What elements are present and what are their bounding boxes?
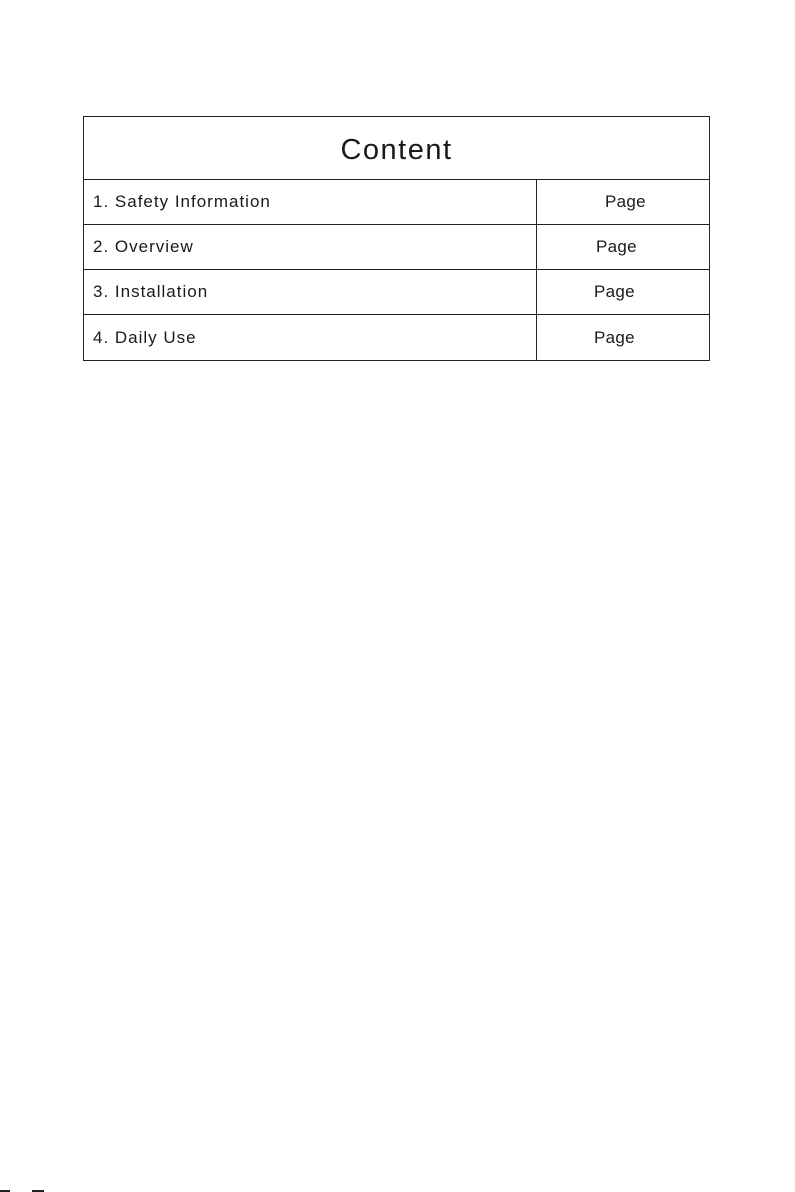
toc-title: Content (84, 117, 709, 180)
toc-row-label: 3. Installation (84, 270, 537, 314)
toc-row-page-cell (537, 180, 709, 224)
toc-row-page-cell (537, 315, 709, 360)
toc-row-daily-use (84, 315, 709, 360)
toc-row-overview (84, 225, 709, 270)
toc-row-label: 2. Overview (84, 225, 537, 269)
table-of-contents (83, 116, 710, 361)
toc-row-safety-information (84, 180, 709, 225)
toc-row-page-cell (537, 270, 709, 314)
toc-row-page: Page (594, 282, 635, 301)
toc-row-page: Page (594, 327, 635, 347)
toc-row-installation (84, 270, 709, 315)
toc-row-page-cell (537, 225, 709, 269)
toc-row-label: 4. Daily Use (84, 315, 537, 360)
toc-row-page: Page (605, 192, 646, 211)
toc-row-page: Page (596, 237, 637, 256)
toc-row-label: 1. Safety Information (84, 180, 537, 224)
